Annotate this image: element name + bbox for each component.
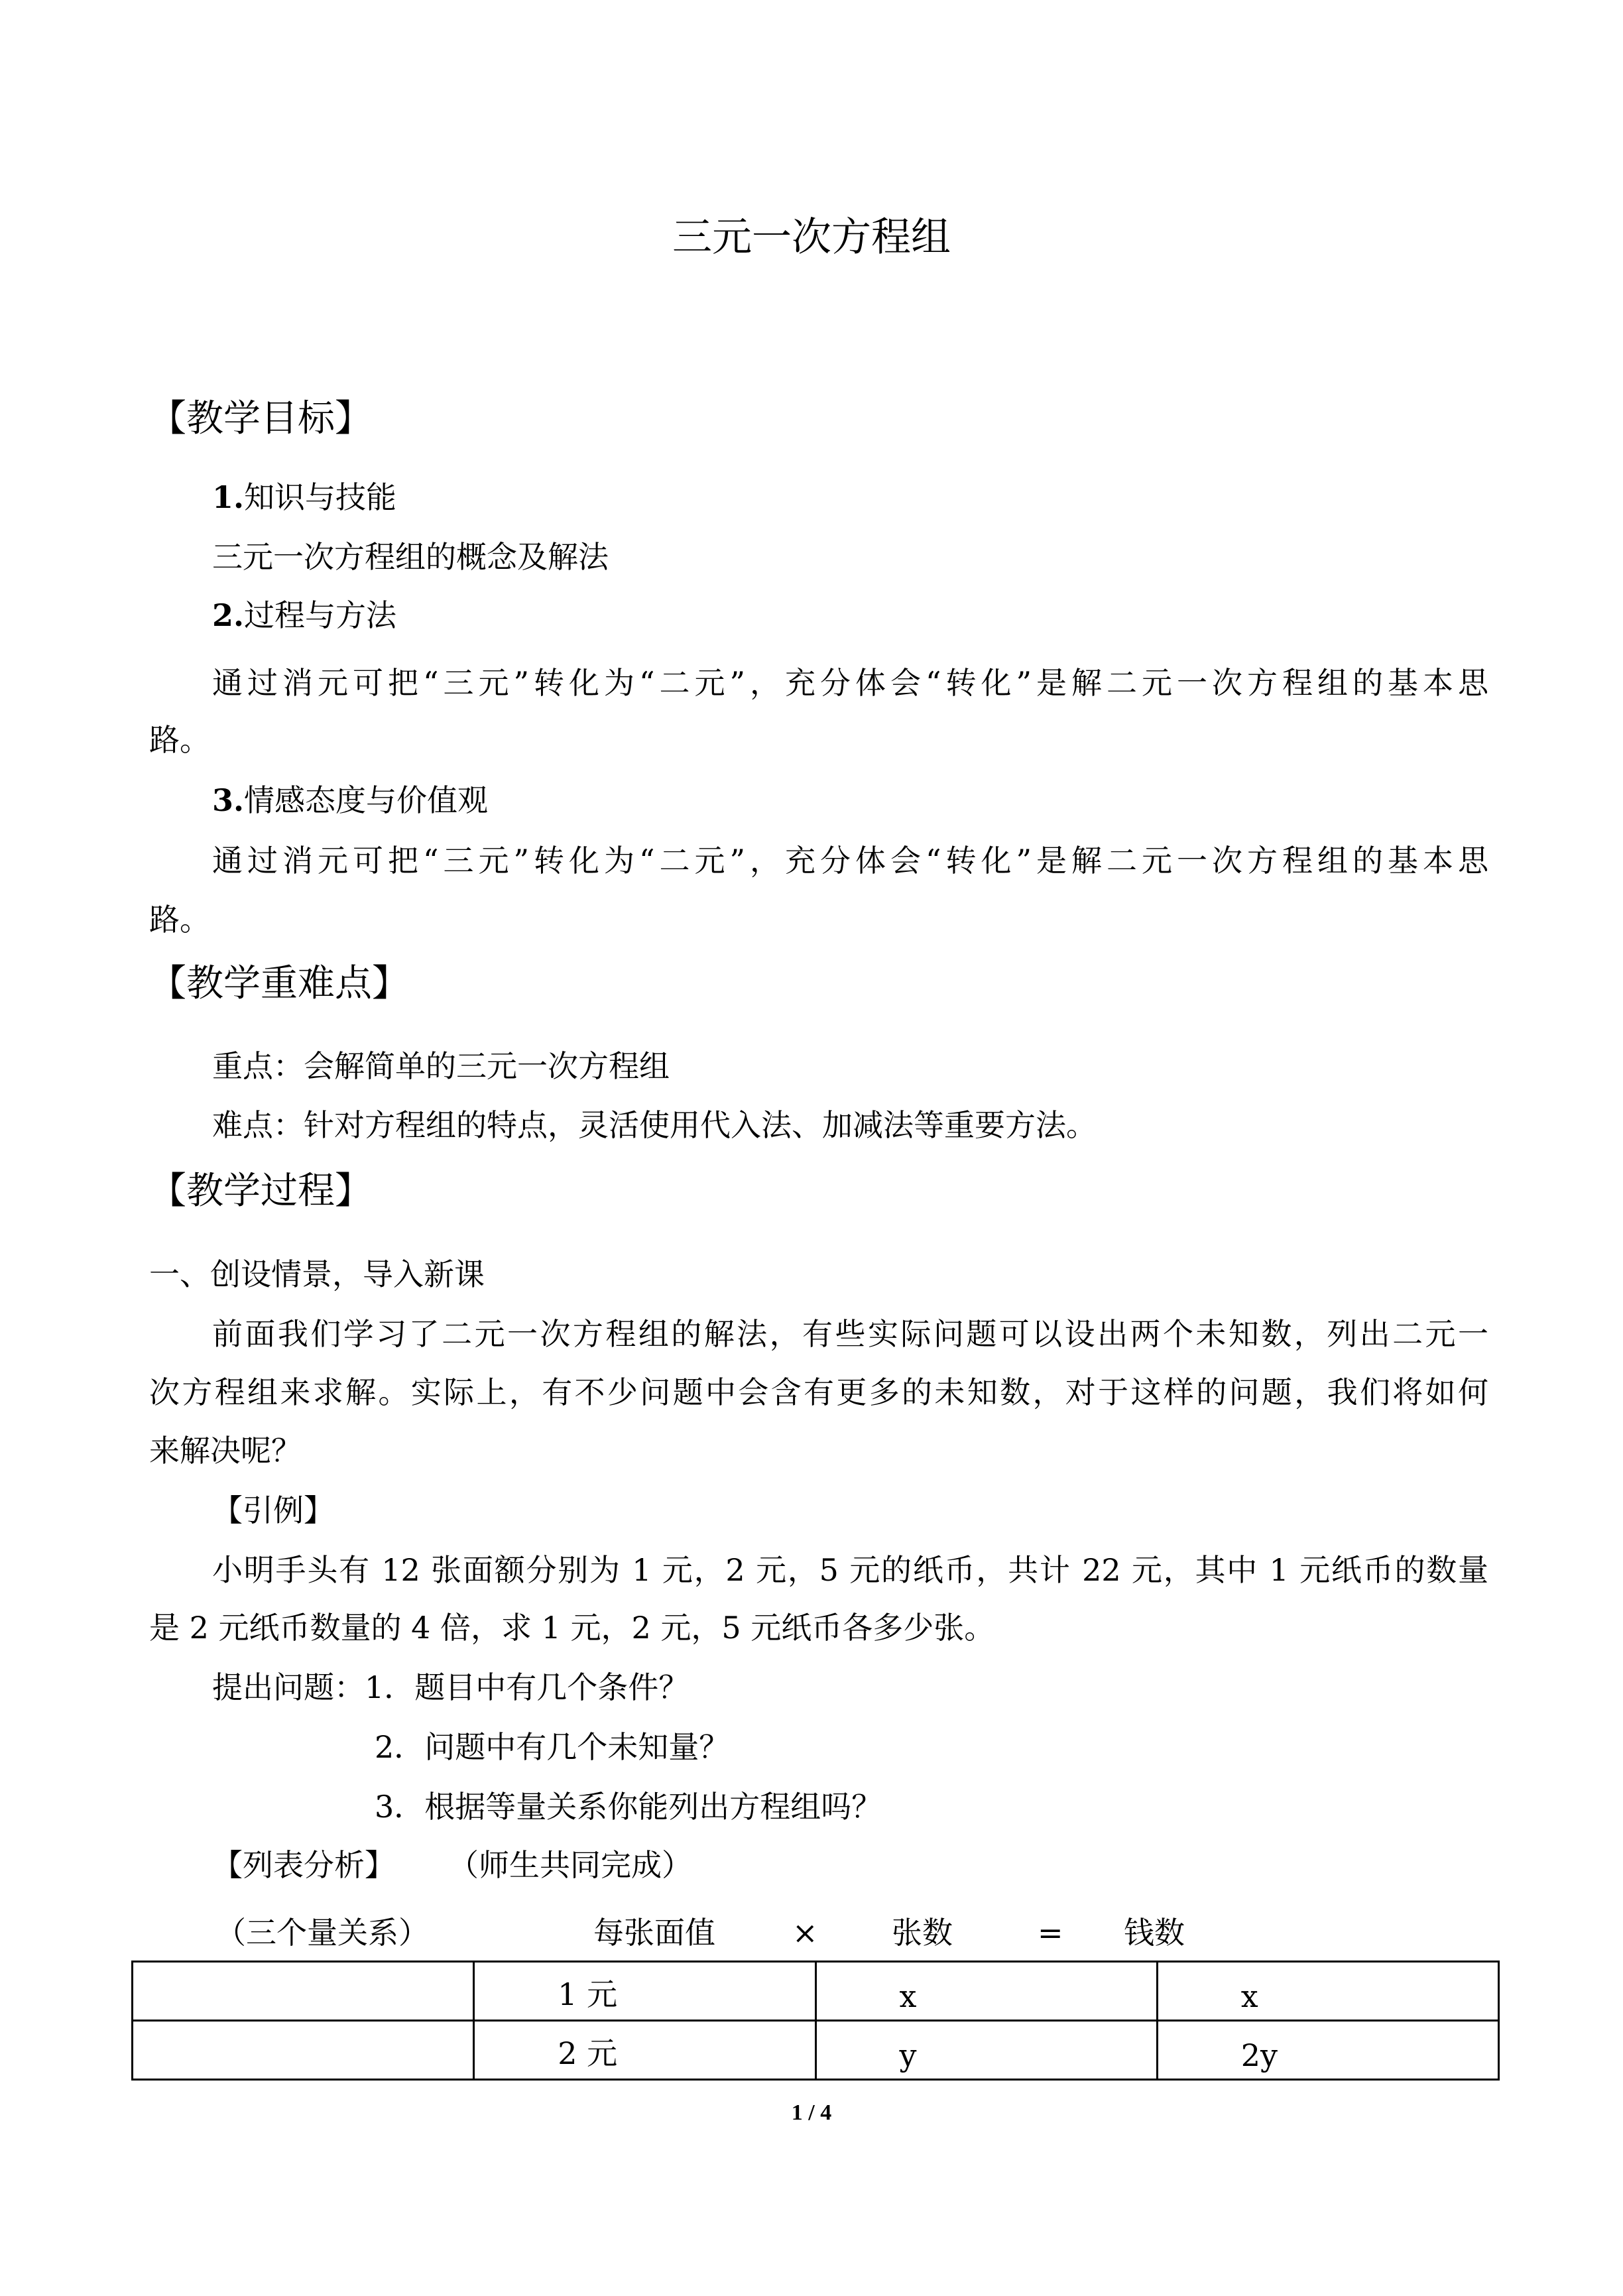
section-heading-goals: 【教学目标】 [149,397,372,440]
section-heading-keypoints: 【教学重难点】 [149,962,409,1005]
goal-2-label: 过程与方法 [244,597,397,633]
page-number: 1 / 4 [791,2100,832,2125]
goal-1-label: 知识与技能 [244,479,397,515]
analysis-label: 【列表分析】 [212,1847,395,1883]
table-cell: y [815,2021,1157,2080]
table-cell [133,2021,474,2080]
intro-line-1: 前面我们学习了二元一次方程组的解法，有些实际问题可以设出两个未知数，列出二元一 [212,1316,1488,1352]
example-line-2: 是 2 元纸币数量的 4 倍，求 1 元，2 元，5 元纸币各多少张。 [149,1610,995,1646]
question-2: 2．问题中有几个未知量？ [375,1729,730,1765]
table-cell: x [815,1962,1157,2021]
analysis-heading [212,1845,1551,1885]
analysis-note: （师生共同完成） [448,1847,692,1883]
example-label: 【引例】 [212,1492,334,1528]
document-title: 三元一次方程组 [672,214,951,261]
question-1 [212,1667,1551,1707]
question-3: 3．根据等量关系你能列出方程组吗？ [375,1789,882,1825]
keypoint-focus: 重点：会解简单的三元一次方程组 [212,1048,670,1084]
keypoint-difficulty: 难点：针对方程组的特点，灵活使用代入法、加减法等重要方法。 [212,1107,1097,1143]
table-cell: x [1157,1962,1498,2021]
goal-3-body-line1: 通过消元可把“三元”转化为“二元”，充分体会“转化”是解二元一次方程组的基本思 [212,843,1488,878]
relation-label: （三个量关系） [215,1915,429,1951]
goal-1-number: 1. [212,479,245,515]
questions-prefix: 提出问题： [212,1669,365,1705]
table-cell: 2y [1157,2021,1498,2080]
question-1-text: 1．题目中有几个条件？ [365,1669,690,1705]
goal-3-label: 情感态度与价值观 [244,782,489,818]
intro-line-2: 次方程组来求解。实际上，有不少问题中会含有更多的未知数，对于这样的问题，我们将如何 [149,1374,1488,1410]
header-count: 张数 [892,1915,953,1951]
table-row [133,1962,1499,2021]
goal-2-body-line1: 通过消元可把“三元”转化为“二元”，充分体会“转化”是解二元一次方程组的基本思 [212,665,1488,701]
header-amount: 钱数 [1124,1915,1185,1951]
goal-3-title [212,780,1551,820]
goal-3-number: 3. [212,782,245,818]
goal-1-body: 三元一次方程组的概念及解法 [212,539,609,575]
header-times-operator: × [792,1915,818,1951]
goal-3-body-line2: 路。 [149,902,210,937]
goal-2-title [212,595,1551,635]
intro-line-3: 来解决呢？ [149,1433,302,1469]
example-line-1: 小明手头有 12 张面额分别为 1 元，2 元，5 元的纸币，共计 22 元，其中 1 元纸币的数量 [212,1552,1488,1588]
header-face-value: 每张面值 [593,1915,715,1951]
process-step-1: 一、创设情景，导入新课 [149,1256,485,1292]
table-row [133,2021,1499,2080]
section-heading-process: 【教学过程】 [149,1170,372,1213]
header-equals-operator: = [1038,1915,1063,1951]
goal-1-title [212,477,1551,517]
analysis-table [131,1961,1500,2081]
goal-2-number: 2. [212,597,245,633]
goal-2-body-line2: 路。 [149,722,210,758]
table-cell: 1 元 [474,1962,815,2021]
table-cell [133,1962,474,2021]
table-cell: 2 元 [474,2021,815,2080]
